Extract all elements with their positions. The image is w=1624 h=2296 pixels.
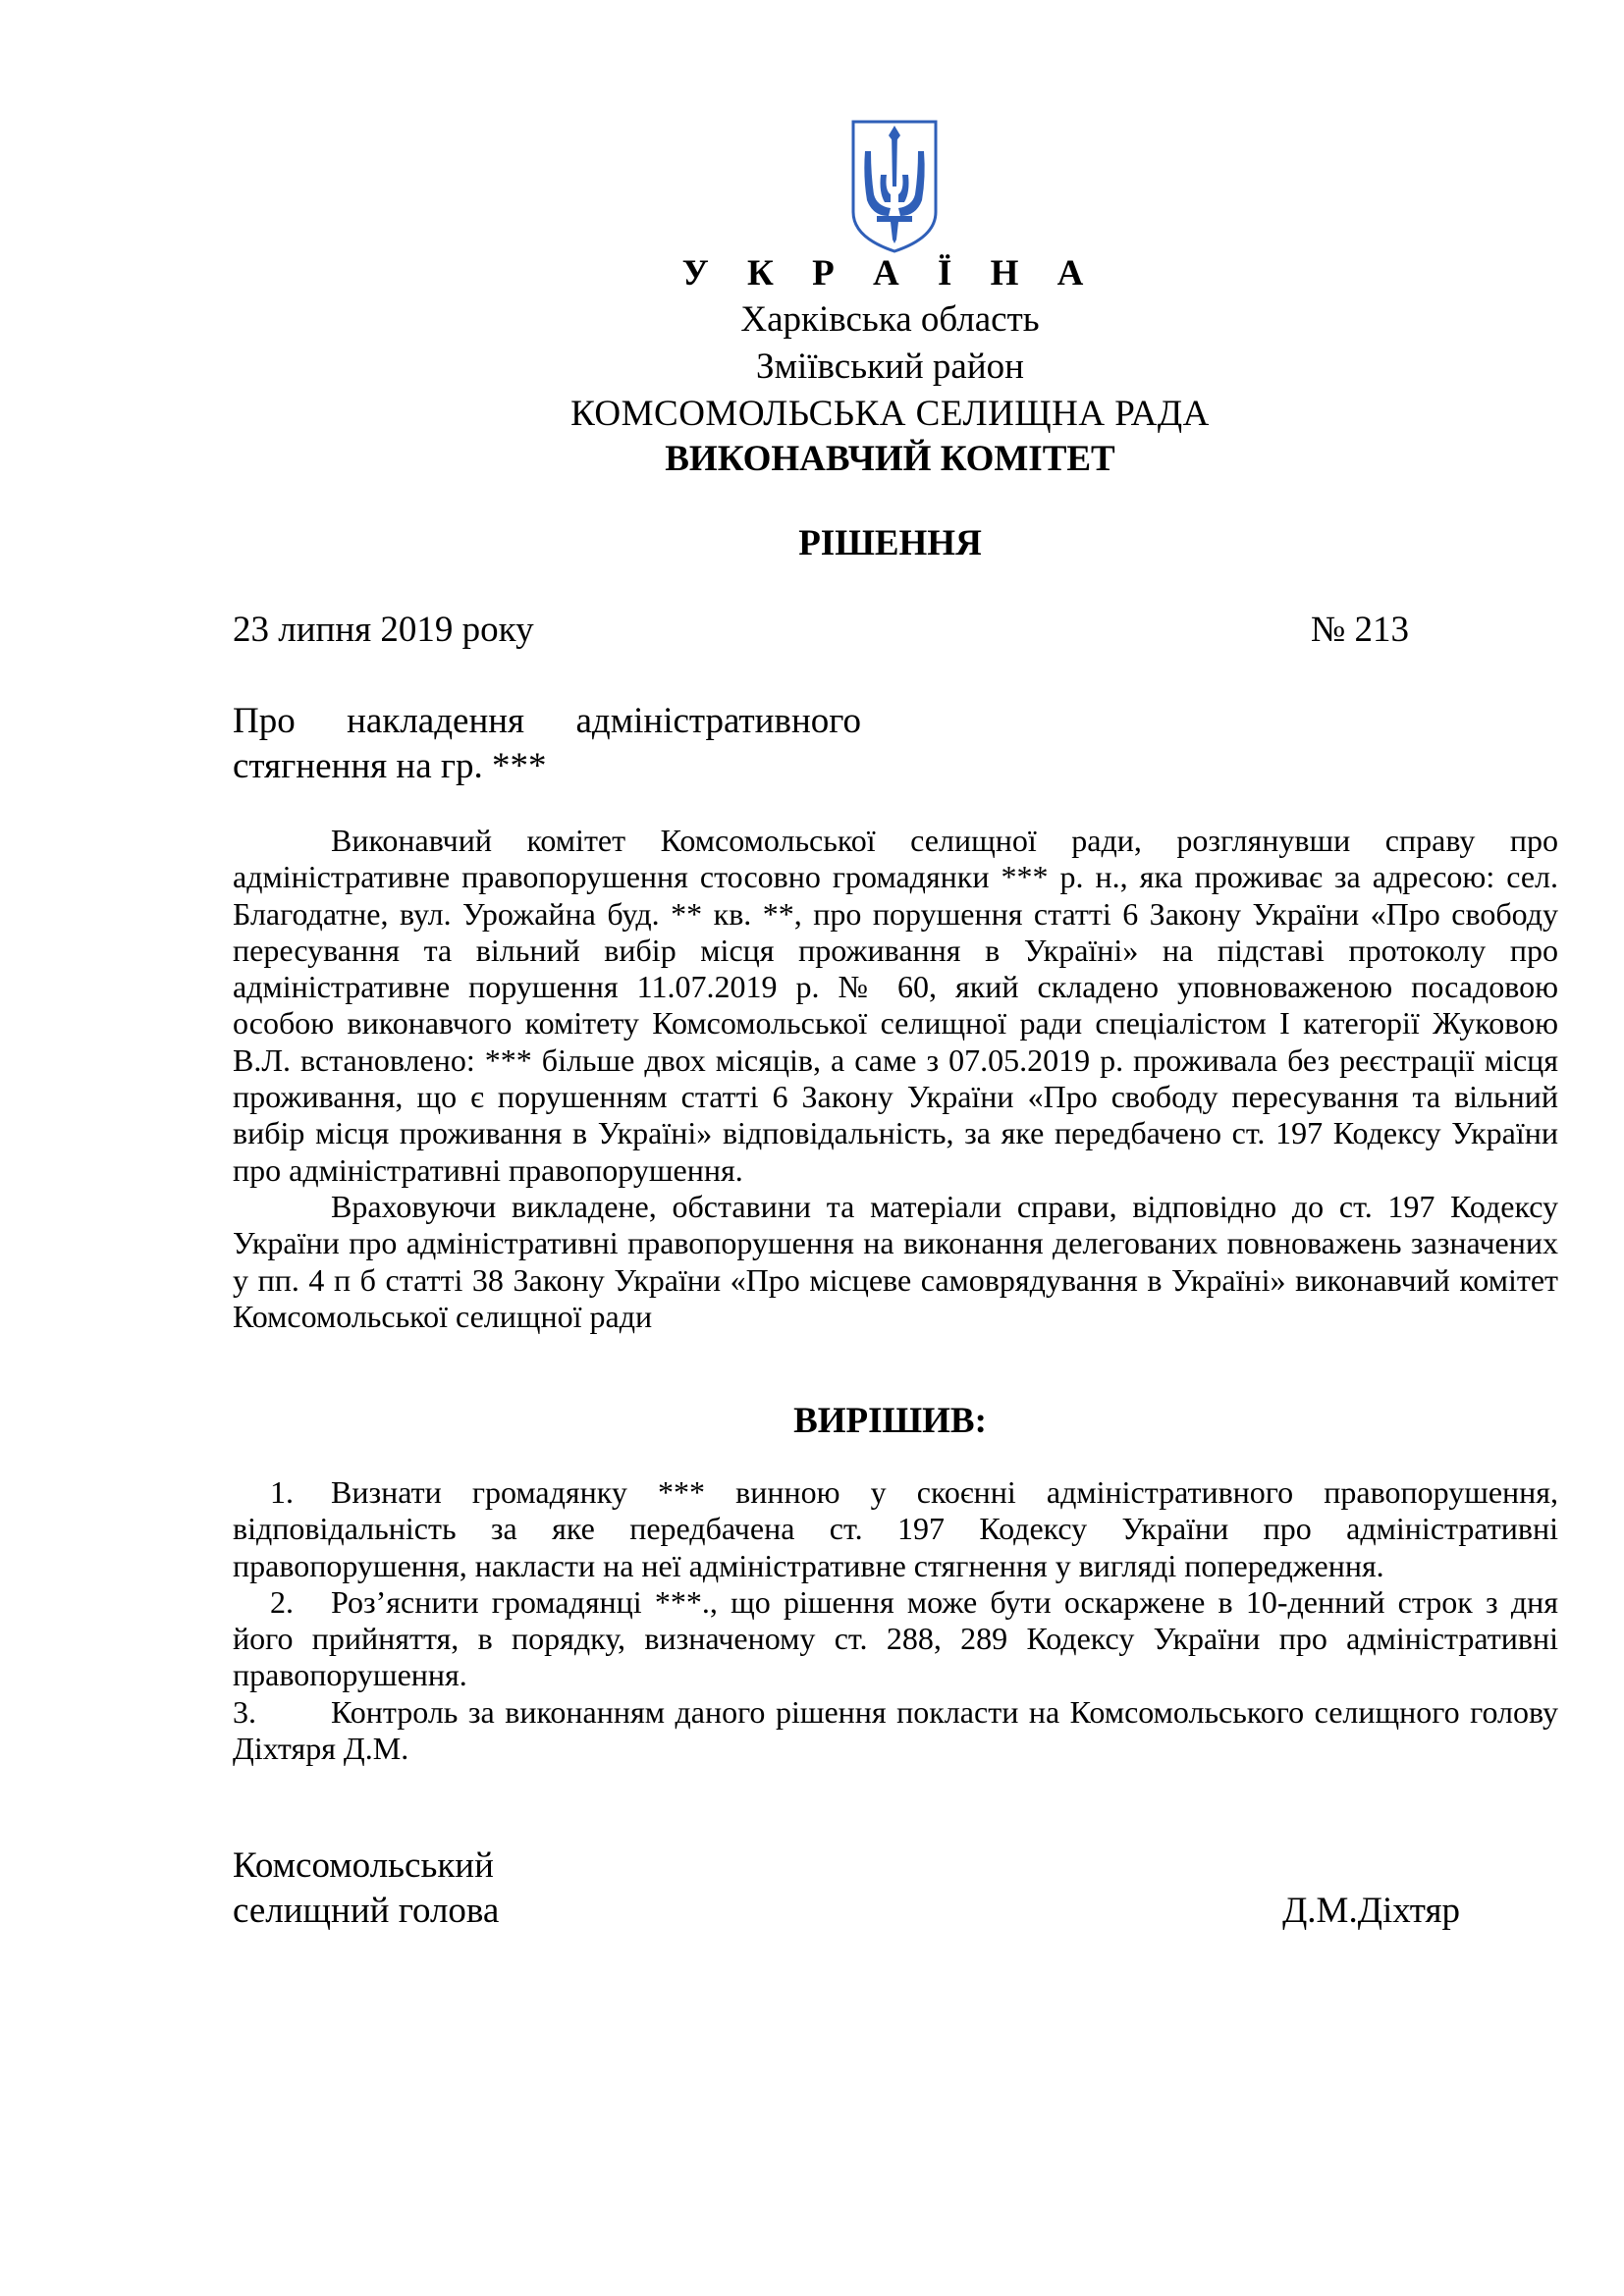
committee-name: ВИКОНАВЧИЙ КОМІТЕТ — [665, 439, 1115, 479]
preamble-paragraph-2: Враховуючи викладене, обставини та матеріали справи, відповідно до ст. 197 Кодексу України про адміністративні правопорушення на виконання делегованих повноважень зазначених у пп. 4 п б статті 38 Закону України «Про місцеве самоврядування в Україні» виконавчий комітет Комсомольської селищної ради — [233, 1188, 1558, 1334]
decision-item — [233, 1584, 1558, 1694]
subject-word: накладення — [347, 701, 525, 741]
signature-block — [233, 1843, 1460, 1934]
district-name: Зміївський район — [756, 347, 1024, 387]
item-text: Контроль за виконанням даного рішення покласти на Комсомольського селищного голову Діхтяря Д.М. — [233, 1693, 1558, 1767]
decision-number: № 213 — [1310, 610, 1409, 650]
subject-line-1 — [233, 699, 861, 744]
item-text: Визнати громадянку *** винною у скоєнні адміністративного правопорушення, відповідальність за яке передбачена ст. 197 Кодексу України про адміністративні правопорушення, накласти на неї адміністративне стягнення у вигляді попередження. — [233, 1474, 1558, 1583]
decision-item — [233, 1474, 1558, 1584]
decision-subject — [233, 699, 861, 789]
decision-item — [233, 1694, 1558, 1768]
document-type-title: РІШЕННЯ — [798, 523, 982, 563]
preamble-paragraph-1: Виконавчий комітет Комсомольської селищної ради, розглянувши справу про адміністративне правопорушення стосовно громадянки *** р. н., яка проживає за адресою: сел. Благодатне, вул. Урожайна буд. ** кв. **, про порушення статті 6 Закону України «Про свободу пересування та вільний вибір місця проживання в Україні» на підставі протоколу про адміністративне порушення 11.07.2019 р. № 60, який складено уповноваженою посадовою особою виконавчого комітету Комсомольської селищної ради спеціалістом І категорії Жуковою В.Л. встановлено: *** більше двох місяців, а саме з 07.05.2019 р. проживала без реєстрації місця проживання, що є порушенням статті 6 Закону України «Про свободу пересування та вільний вибір місця проживання в Україні» відповідальність, за яке передбачено ст. 197 Кодексу України про адміністративні правопорушення. — [233, 823, 1558, 1188]
signatory-title-line-2: селищний голова — [233, 1891, 500, 1931]
country-name: У К Р А Ї Н А — [681, 253, 1099, 294]
subject-word: Про — [233, 701, 296, 741]
item-number: 3. — [233, 1693, 256, 1730]
signatory-title-line-1: Комсомольський — [233, 1845, 494, 1886]
subject-word: адміністративного — [575, 701, 861, 741]
decision-date: 23 липня 2019 року — [233, 610, 534, 650]
item-text: Роз’яснити громадянці ***., що рішення може бути оскаржене в 10-денний строк з дня його прийняття, в порядку, визначеному ст. 288, 289 Кодексу України про адміністративні правопорушення. — [233, 1583, 1558, 1693]
item-number: 2. — [270, 1583, 294, 1620]
region-name: Харківська область — [740, 299, 1040, 340]
item-number: 1. — [270, 1474, 294, 1510]
signatory-name: Д.М.Діхтяр — [1282, 1891, 1460, 1931]
decided-heading: ВИРІШИВ: — [793, 1401, 987, 1441]
council-name: КОМСОМОЛЬСЬКА СЕЛИЩНА РАДА — [570, 394, 1210, 434]
decision-items — [233, 1474, 1558, 1767]
preamble — [233, 823, 1558, 1335]
subject-line-2: стягнення на гр. *** — [233, 746, 547, 786]
coat-of-arms-trident-icon — [847, 118, 942, 255]
